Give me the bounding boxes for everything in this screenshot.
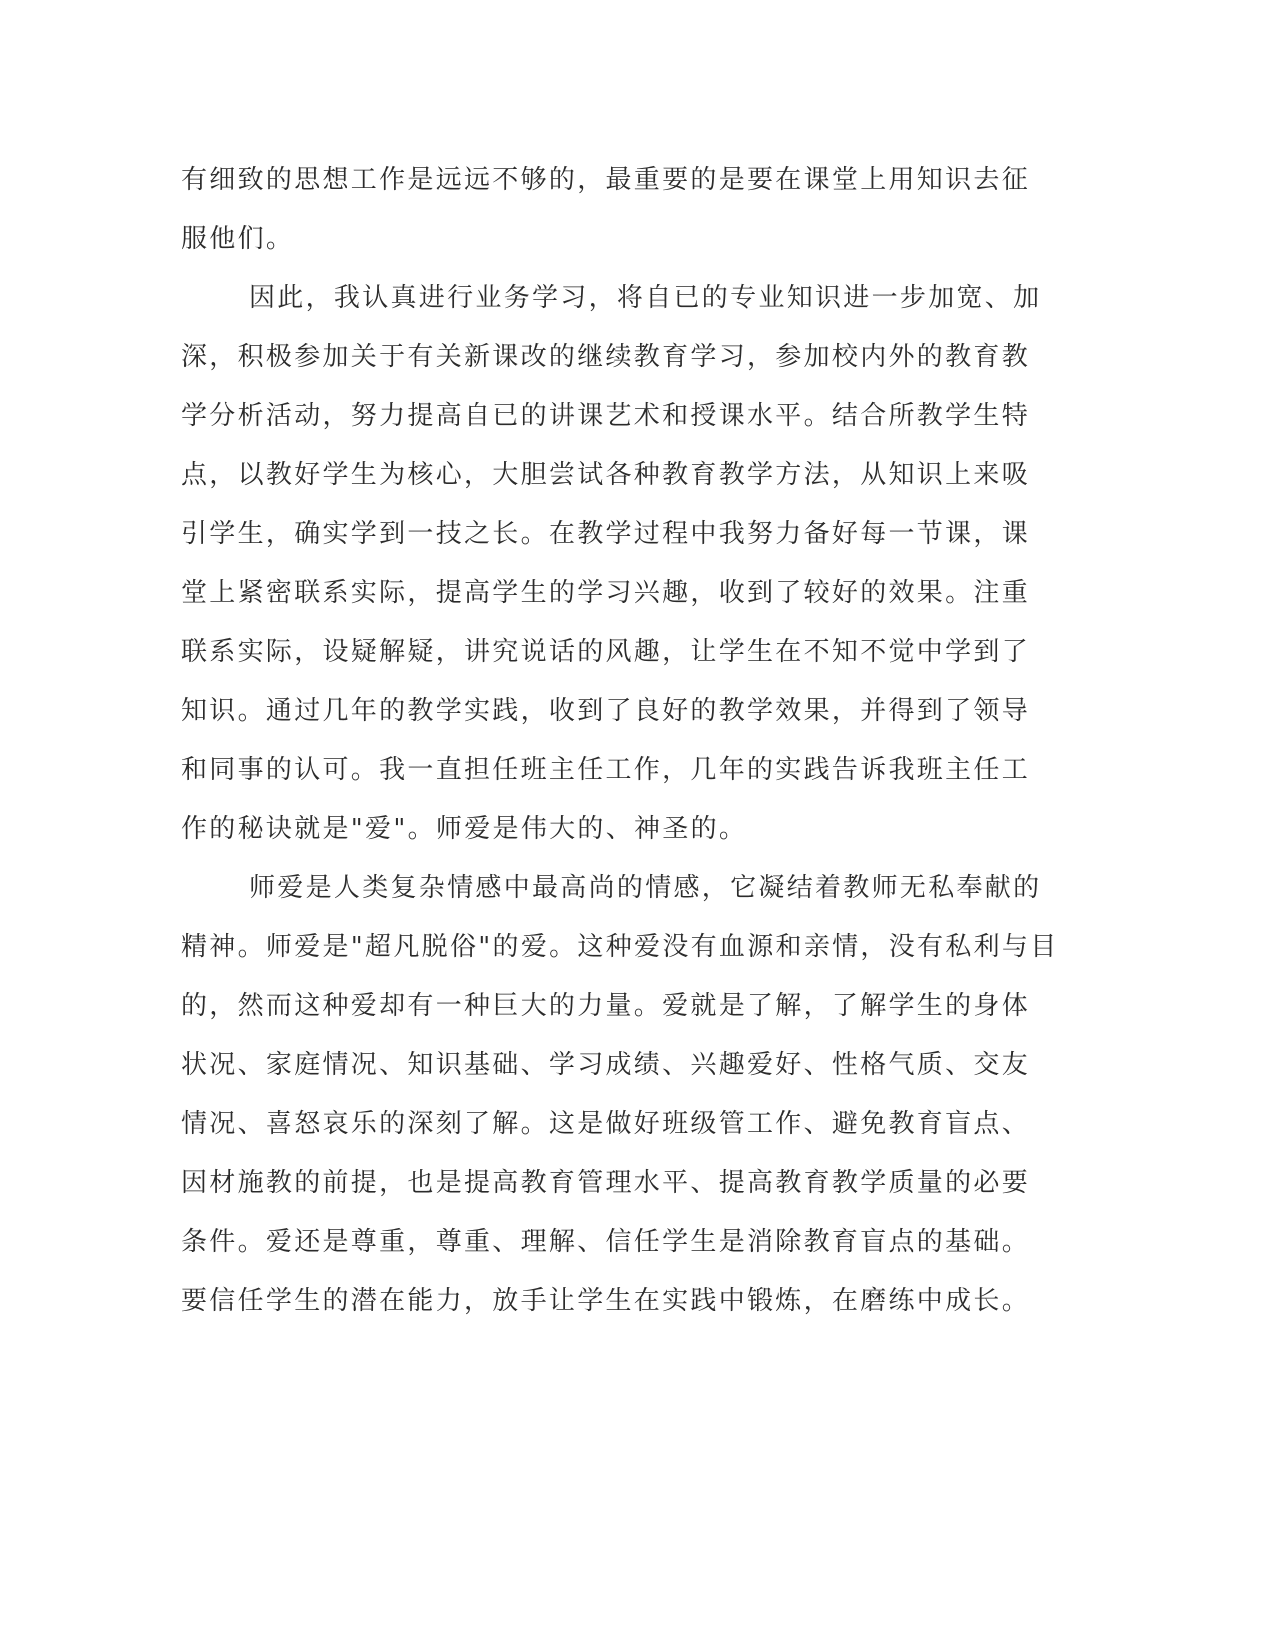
text-line: 深，积极参加关于有关新课改的继续教育学习，参加校内外的教育教 xyxy=(181,342,1031,372)
text-line: 要信任学生的潜在能力，放手让学生在实践中锻炼，在磨练中成长。 xyxy=(181,1286,1031,1316)
text-line: 因材施教的前提，也是提高教育管理水平、提高教育教学质量的必要 xyxy=(181,1168,1031,1198)
text-line: 条件。爱还是尊重，尊重、理解、信任学生是消除教育盲点的基础。 xyxy=(181,1227,1031,1257)
paragraph-start-line: 师爱是人类复杂情感中最高尚的情感，它凝结着教师无私奉献的 xyxy=(249,873,1042,903)
text-line: 状况、家庭情况、知识基础、学习成绩、兴趣爱好、性格气质、交友 xyxy=(181,1050,1031,1080)
text-line: 学分析活动，努力提高自已的讲课艺术和授课水平。结合所教学生特 xyxy=(181,401,1031,431)
text-line: 情况、喜怒哀乐的深刻了解。这是做好班级管工作、避免教育盲点、 xyxy=(181,1109,1031,1139)
text-line: 堂上紧密联系实际，提高学生的学习兴趣，收到了较好的效果。注重 xyxy=(181,578,1031,608)
text-line: 服他们。 xyxy=(181,224,295,254)
text-line: 知识。通过几年的教学实践，收到了良好的教学效果，并得到了领导 xyxy=(181,696,1031,726)
paragraph-start-line: 因此，我认真进行业务学习，将自已的专业知识进一步加宽、加 xyxy=(249,283,1042,313)
text-line: 联系实际，设疑解疑，讲究说话的风趣，让学生在不知不觉中学到了 xyxy=(181,637,1031,667)
text-line: 的，然而这种爱却有一种巨大的力量。爱就是了解，了解学生的身体 xyxy=(181,991,1031,1021)
text-line: 和同事的认可。我一直担任班主任工作，几年的实践告诉我班主任工 xyxy=(181,755,1031,785)
text-line: 有细致的思想工作是远远不够的，最重要的是要在课堂上用知识去征 xyxy=(181,165,1031,195)
text-line: 点，以教好学生为核心，大胆尝试各种教育教学方法，从知识上来吸 xyxy=(181,460,1031,490)
text-line: 引学生，确实学到一技之长。在教学过程中我努力备好每一节课，课 xyxy=(181,519,1031,549)
text-line: 精神。师爱是"超凡脱俗"的爱。这种爱没有血源和亲情，没有私利与目 xyxy=(181,932,1059,962)
text-line: 作的秘诀就是"爱"。师爱是伟大的、神圣的。 xyxy=(181,814,748,844)
